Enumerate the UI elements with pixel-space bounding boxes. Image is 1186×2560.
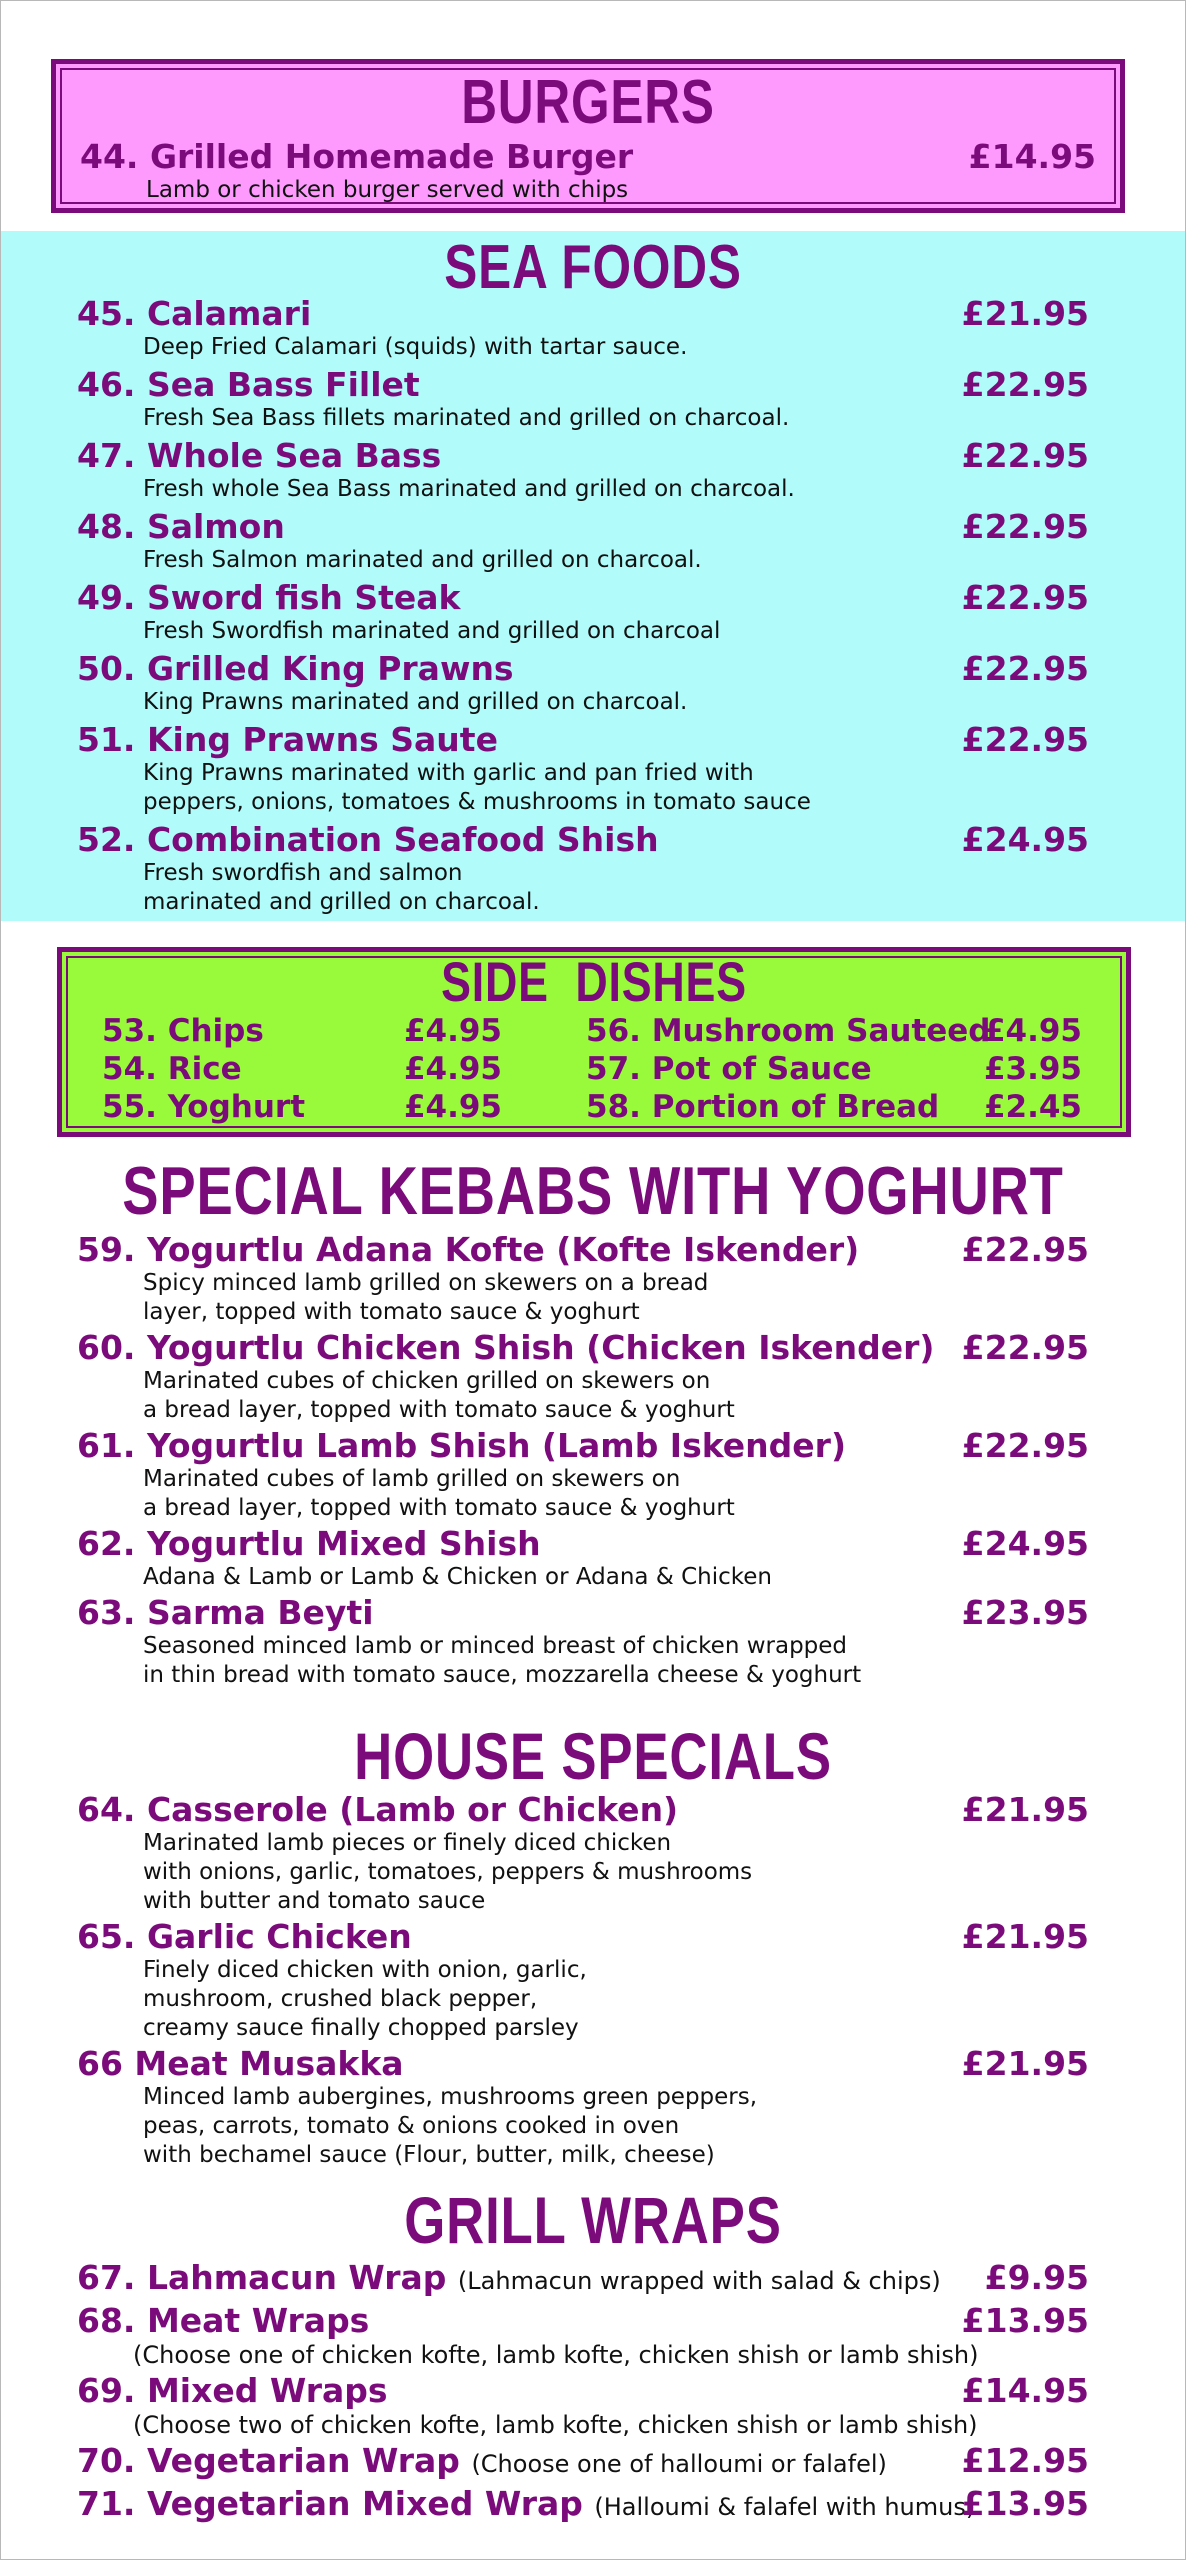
item-description: Fresh Salmon marinated and grilled on charcoal. bbox=[143, 547, 702, 573]
item-description: Deep Fried Calamari (squids) with tartar sauce. bbox=[143, 334, 688, 360]
grill-wraps-section bbox=[1, 2181, 1185, 2523]
item-price: £14.95 bbox=[961, 2371, 1089, 2410]
item-description: Finely diced chicken with onion, garlic, mushroom, crushed black pepper, creamy sauce finally chopped parsley bbox=[143, 1957, 587, 2041]
item-description: Minced lamb aubergines, mushrooms green peppers, peas, carrots, tomato & onions cooked in oven with bechamel sauce (Flour, butter, milk, cheese) bbox=[143, 2084, 758, 2168]
item-name: 67. Lahmacun Wrap bbox=[77, 2258, 447, 2297]
item-name: 51. King Prawns Saute bbox=[77, 720, 498, 759]
item-description: Spicy minced lamb grilled on skewers on a bread layer, topped with tomato sauce & yoghurt bbox=[143, 1270, 709, 1325]
section-title: SPECIAL KEBABS WITH YOGHURT bbox=[122, 1153, 1064, 1229]
item-name: 44. Grilled Homemade Burger bbox=[80, 137, 634, 176]
item-description: Marinated cubes of lamb grilled on skewers on a bread layer, topped with tomato sauce & yoghurt bbox=[143, 1466, 735, 1521]
item-price: £3.95 bbox=[983, 1051, 1082, 1087]
item-name: 62. Yogurtlu Mixed Shish bbox=[77, 1524, 541, 1563]
wraps-items bbox=[77, 2259, 1089, 2528]
sides-left-column bbox=[102, 1012, 502, 1126]
item-inline-description: (Lahmacun wrapped with salad & chips) bbox=[457, 2267, 941, 2295]
item-name: 58. Portion of Bread bbox=[586, 1089, 940, 1125]
item-name: 57. Pot of Sauce bbox=[586, 1051, 872, 1087]
item-description: King Prawns marinated and grilled on charcoal. bbox=[143, 689, 688, 715]
item-price: £12.95 bbox=[961, 2441, 1089, 2480]
side-item bbox=[586, 1050, 1082, 1088]
menu-item bbox=[77, 1791, 1089, 1916]
item-name: 49. Sword fish Steak bbox=[77, 578, 461, 617]
item-price: £22.95 bbox=[961, 1230, 1089, 1269]
section-title: GRILL WRAPS bbox=[404, 2183, 782, 2257]
menu-item bbox=[77, 1231, 1089, 1327]
item-name: 46. Sea Bass Fillet bbox=[77, 365, 420, 404]
menu-item bbox=[80, 138, 1096, 205]
item-name: 56. Mushroom Sauteed bbox=[586, 1013, 991, 1049]
menu-item bbox=[77, 2485, 1089, 2526]
side-item bbox=[586, 1088, 1082, 1126]
menu-item bbox=[77, 579, 1089, 646]
item-name-line bbox=[77, 2485, 1089, 2526]
menu-item bbox=[77, 1525, 1089, 1592]
item-name: 64. Casserole (Lamb or Chicken) bbox=[77, 1790, 679, 1829]
section-title: BURGERS bbox=[461, 68, 715, 137]
item-name: 69. Mixed Wraps bbox=[77, 2371, 388, 2410]
item-description: (Choose one of chicken kofte, lamb kofte, chicken shish or lamb shish) bbox=[133, 2341, 979, 2369]
item-name: 47. Whole Sea Bass bbox=[77, 436, 442, 475]
item-price: £21.95 bbox=[961, 294, 1089, 333]
item-price: £24.95 bbox=[961, 820, 1089, 859]
item-price: £23.95 bbox=[961, 1593, 1089, 1632]
menu-item bbox=[77, 1594, 1089, 1690]
item-description: Fresh Swordfish marinated and grilled on charcoal bbox=[143, 618, 721, 644]
item-name: 70. Vegetarian Wrap bbox=[77, 2441, 460, 2480]
menu-item bbox=[77, 1329, 1089, 1425]
item-name: 53. Chips bbox=[102, 1013, 264, 1049]
item-price: £21.95 bbox=[961, 1790, 1089, 1829]
item-price: £22.95 bbox=[961, 720, 1089, 759]
item-name-line bbox=[77, 2259, 1089, 2300]
menu-item bbox=[77, 437, 1089, 504]
item-name: 45. Calamari bbox=[77, 294, 312, 333]
side-dishes-section bbox=[57, 947, 1131, 1137]
item-price: £22.95 bbox=[961, 1426, 1089, 1465]
item-price: £2.45 bbox=[983, 1089, 1082, 1125]
house-specials-section bbox=[1, 1719, 1185, 2168]
side-item bbox=[102, 1050, 502, 1088]
item-price: £22.95 bbox=[961, 1328, 1089, 1367]
item-price: £4.95 bbox=[983, 1013, 1082, 1049]
menu-item bbox=[77, 2259, 1089, 2300]
menu-item bbox=[77, 366, 1089, 433]
item-price: £4.95 bbox=[403, 1089, 502, 1125]
item-description: Adana & Lamb or Lamb & Chicken or Adana & Chicken bbox=[143, 1564, 772, 1590]
item-description: (Choose two of chicken kofte, lamb kofte, chicken shish or lamb shish) bbox=[133, 2411, 978, 2439]
item-description: Marinated lamb pieces or finely diced chicken with onions, garlic, tomatoes, peppers & mushrooms with butter and tomato sauce bbox=[143, 1830, 753, 1914]
item-price: £22.95 bbox=[961, 365, 1089, 404]
item-name: 50. Grilled King Prawns bbox=[77, 649, 514, 688]
side-item bbox=[586, 1012, 1082, 1050]
sides-right-column bbox=[586, 1012, 1082, 1126]
menu-item bbox=[77, 508, 1089, 575]
side-item bbox=[102, 1012, 502, 1050]
item-price: £21.95 bbox=[961, 2044, 1089, 2083]
item-description: Fresh whole Sea Bass marinated and grilled on charcoal. bbox=[143, 476, 795, 502]
item-name: 54. Rice bbox=[102, 1051, 242, 1087]
item-name: 66 Meat Musakka bbox=[77, 2044, 404, 2083]
menu-item bbox=[77, 650, 1089, 717]
item-price: £24.95 bbox=[961, 1524, 1089, 1563]
menu-item bbox=[77, 2302, 1089, 2370]
item-description: Seasoned minced lamb or minced breast of chicken wrapped in thin bread with tomato sauce, mozzarella cheese & yoghurt bbox=[143, 1633, 862, 1688]
item-name: 68. Meat Wraps bbox=[77, 2301, 370, 2340]
burgers-items bbox=[80, 138, 1096, 205]
item-name: 61. Yogurtlu Lamb Shish (Lamb Iskender) bbox=[77, 1426, 847, 1465]
item-description: Fresh swordfish and salmon marinated and grilled on charcoal. bbox=[143, 860, 540, 915]
item-price: £14.95 bbox=[968, 137, 1096, 176]
seafoods-section bbox=[1, 231, 1185, 921]
item-name: 63. Sarma Beyti bbox=[77, 1593, 374, 1632]
item-description: King Prawns marinated with garlic and pan fried with peppers, onions, tomatoes & mushrooms in tomato sauce bbox=[143, 760, 811, 815]
menu-item bbox=[77, 1918, 1089, 2043]
section-title: SEA FOODS bbox=[444, 233, 742, 302]
item-price: £21.95 bbox=[961, 1917, 1089, 1956]
kebabs-items bbox=[77, 1231, 1089, 1692]
section-title: HOUSE SPECIALS bbox=[354, 1719, 832, 1793]
menu-item bbox=[77, 721, 1089, 817]
house-items bbox=[77, 1791, 1089, 2172]
menu-item bbox=[77, 821, 1089, 917]
item-name: 65. Garlic Chicken bbox=[77, 1917, 412, 1956]
item-price: £22.95 bbox=[961, 436, 1089, 475]
item-price: £4.95 bbox=[403, 1013, 502, 1049]
item-description: Marinated cubes of chicken grilled on skewers on a bread layer, topped with tomato sauce & yoghurt bbox=[143, 1368, 735, 1423]
item-name: 55. Yoghurt bbox=[102, 1089, 306, 1125]
item-description: Fresh Sea Bass fillets marinated and grilled on charcoal. bbox=[143, 405, 790, 431]
burgers-section bbox=[51, 59, 1125, 213]
seafoods-items bbox=[77, 295, 1089, 921]
item-name: 60. Yogurtlu Chicken Shish (Chicken Iskender) bbox=[77, 1328, 935, 1367]
item-name: 52. Combination Seafood Shish bbox=[77, 820, 659, 859]
special-kebabs-section bbox=[1, 1151, 1185, 1688]
item-inline-description: (Choose one of halloumi or falafel) bbox=[471, 2450, 887, 2478]
item-name: 59. Yogurtlu Adana Kofte (Kofte Iskender) bbox=[77, 1230, 860, 1269]
item-price: £4.95 bbox=[403, 1051, 502, 1087]
section-title: SIDE DISHES bbox=[441, 950, 747, 1013]
item-price: £9.95 bbox=[984, 2258, 1089, 2297]
item-price: £22.95 bbox=[961, 507, 1089, 546]
menu-item bbox=[77, 295, 1089, 362]
item-price: £13.95 bbox=[961, 2301, 1089, 2340]
item-name-line bbox=[77, 2442, 1089, 2483]
menu-item bbox=[77, 2442, 1089, 2483]
item-description: Lamb or chicken burger served with chips bbox=[146, 177, 629, 203]
side-item bbox=[102, 1088, 502, 1126]
menu-item bbox=[77, 2045, 1089, 2170]
item-price: £22.95 bbox=[961, 578, 1089, 617]
item-price: £22.95 bbox=[961, 649, 1089, 688]
item-name: 48. Salmon bbox=[77, 507, 285, 546]
item-price: £13.95 bbox=[961, 2484, 1089, 2523]
item-inline-description: (Halloumi & falafel with humus) bbox=[594, 2493, 976, 2521]
menu-item bbox=[77, 1427, 1089, 1523]
menu-item bbox=[77, 2372, 1089, 2440]
item-name: 71. Vegetarian Mixed Wrap bbox=[77, 2484, 583, 2523]
